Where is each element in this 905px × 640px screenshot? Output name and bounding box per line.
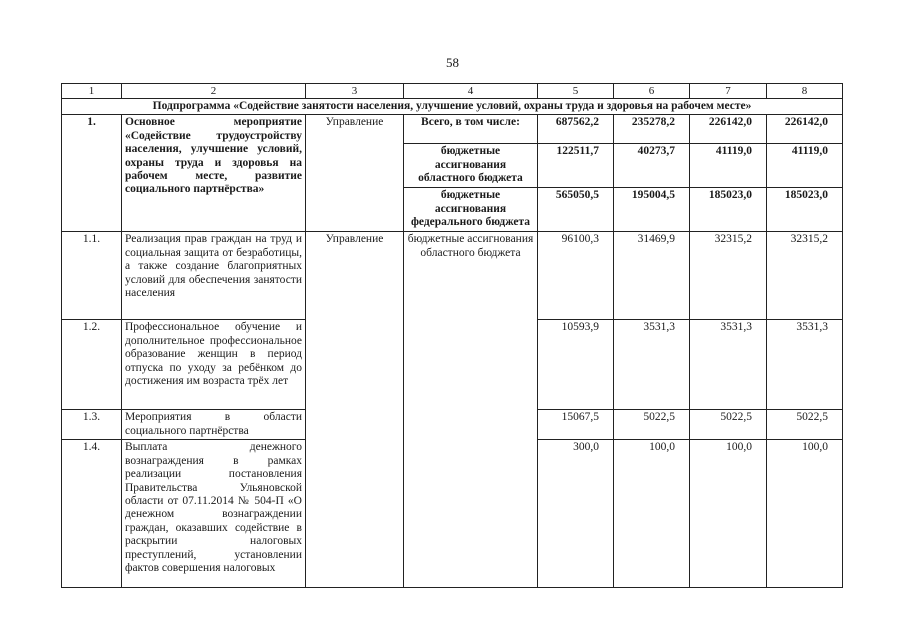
row-number: 1.2. [62,320,122,410]
value-col7: 32315,2 [690,232,767,320]
col-header-3: 3 [306,84,404,99]
value-col8: 41119,0 [767,144,843,188]
row-number: 1.4. [62,440,122,588]
activity-name: Мероприятия в области социального партнёрства [122,410,306,440]
value-col6: 31469,9 [614,232,690,320]
activity-name: Профессиональное обучение и дополнительное профессиональное образование женщин в период отпуска по уходу за ребёнком до достижения им возраста трёх лет [122,320,306,410]
value-col5: 300,0 [538,440,614,588]
activity-name: Реализация прав граждан на труд и социальная защита от безработицы, а также создание благоприятных условий для обеспечения занятости населения [122,232,306,320]
responsible-executor: Управление [306,115,404,232]
activity-name: Выплата денежного вознаграждения в рамках реализации постановления Правительства Ульяновской области от 07.11.2014 № 504-П «О денежном вознаграждении граждан, оказавших содействие в раскрытии налоговых преступлений, установлении фактов совершения налоговых [122,440,306,588]
row-number: 1.3. [62,410,122,440]
value-col7: 41119,0 [690,144,767,188]
value-col6: 235278,2 [614,115,690,144]
value-col5: 122511,7 [538,144,614,188]
value-col6: 3531,3 [614,320,690,410]
value-col5: 10593,9 [538,320,614,410]
value-col8: 32315,2 [767,232,843,320]
col-header-7: 7 [690,84,767,99]
value-col6: 40273,7 [614,144,690,188]
value-col7: 100,0 [690,440,767,588]
column-number-row [62,84,843,99]
funding-source: Всего, в том числе: [404,115,538,144]
value-col6: 100,0 [614,440,690,588]
value-col5: 565050,5 [538,188,614,232]
value-col5: 96100,3 [538,232,614,320]
budget-table [61,83,843,588]
responsible-executor: Управление [306,232,404,588]
value-col6: 5022,5 [614,410,690,440]
value-col7: 226142,0 [690,115,767,144]
subprogram-title: Подпрограмма «Содействие занятости населения, улучшение условий, охраны труда и здоровья на рабочем месте» [62,99,843,115]
value-col7: 5022,5 [690,410,767,440]
col-header-8: 8 [767,84,843,99]
value-col7: 185023,0 [690,188,767,232]
subprogram-row [62,99,843,115]
value-col8: 185023,0 [767,188,843,232]
page-number: 58 [446,55,459,70]
funding-source: бюджетные ассигнования федерального бюджета [404,188,538,232]
row-number: 1.1. [62,232,122,320]
col-header-6: 6 [614,84,690,99]
col-header-4: 4 [404,84,538,99]
value-col8: 5022,5 [767,410,843,440]
col-header-2: 2 [122,84,306,99]
col-header-5: 5 [538,84,614,99]
funding-source: бюджетные ассигнования областного бюджета [404,144,538,188]
col-header-1: 1 [62,84,122,99]
value-col8: 100,0 [767,440,843,588]
value-col6: 195004,5 [614,188,690,232]
table-row [62,232,843,320]
funding-source: бюджетные ассигнования областного бюджета [404,232,538,588]
value-col8: 3531,3 [767,320,843,410]
value-col5: 15067,5 [538,410,614,440]
value-col5: 687562,2 [538,115,614,144]
activity-name: Основное мероприятие «Содействие трудоустройству населения, улучшение условий, охраны труда и здоровья на рабочем месте, развитие социального партнёрства» [122,115,306,232]
table-row [62,115,843,144]
row-number: 1. [62,115,122,232]
value-col8: 226142,0 [767,115,843,144]
value-col7: 3531,3 [690,320,767,410]
